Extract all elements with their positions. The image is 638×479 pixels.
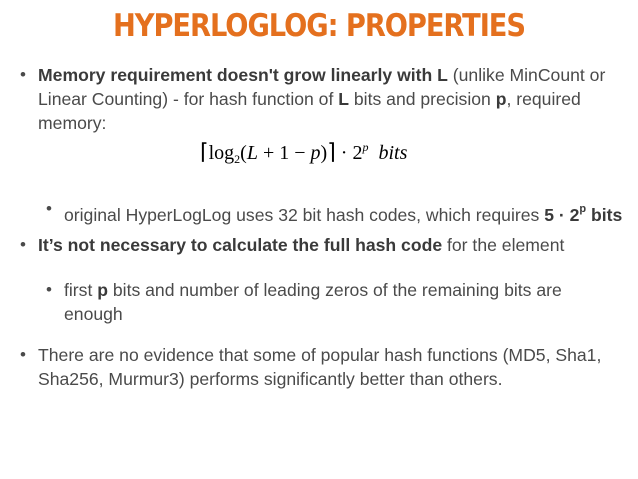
bullet-bold-p: p — [97, 280, 108, 300]
bullet-bold-p: p — [495, 89, 507, 109]
bullet-full-hash — [20, 233, 628, 257]
formula-plus-one: + 1 − — [257, 142, 311, 164]
bullet-bold-formula: 5 · 2 — [544, 205, 580, 225]
bullet-bold-L: L — [338, 89, 349, 109]
bullet-dot: • — [20, 65, 26, 84]
page-title: HYPERLOGLOG: PROPERTIES — [113, 8, 525, 44]
bullet-text: for the element — [442, 235, 565, 255]
ceil-left: ⌈ — [200, 139, 209, 164]
bullet-bold-text: Memory requirement doesn't grow linearly with L — [38, 65, 448, 85]
bullet-dot: • — [20, 345, 26, 364]
paren-open: ( — [240, 142, 247, 164]
paren-close: ) — [320, 142, 328, 164]
bullet-memory-requirement — [20, 63, 628, 135]
formula-unit: bits — [378, 142, 408, 164]
formula-p: p — [310, 142, 321, 164]
bullet-dot: • — [46, 280, 52, 299]
bullet-text: bits and precision — [349, 89, 496, 109]
ceil-right: ⌉ — [327, 139, 336, 164]
bullet-text: original HyperLogLog uses 32 bit hash codes, which requires — [64, 205, 545, 225]
bullet-bold-text: It’s not necessary to calculate the full hash code — [38, 235, 443, 255]
formula-log: log — [208, 142, 235, 164]
bullet-text: bits and number of leading zeros of the remaining bits are enough — [64, 280, 562, 324]
bullet-exp: p — [579, 203, 587, 215]
bullet-text: , required memory: — [38, 89, 581, 133]
sub-bullet-original-hll — [46, 197, 634, 227]
formula-L: L — [246, 142, 258, 164]
bullet-dot: • — [46, 199, 52, 218]
bullet-text: There are no evidence that some of popular hash functions (MD5, Sha1, Sha256, Murmur3) performs significantly better than others. — [38, 345, 602, 389]
bullet-bold-bits: bits — [586, 205, 623, 225]
memory-formula — [200, 139, 407, 167]
formula-base: 2 — [234, 152, 241, 166]
formula-exp: p — [362, 140, 369, 154]
bullet-text: first — [64, 280, 98, 300]
bullet-hash-functions — [20, 343, 628, 391]
formula-dot-two: · 2 — [335, 142, 363, 164]
bullet-text: (unlike MinCount or Linear Counting) - for hash function of — [38, 65, 606, 109]
sub-bullet-first-p-bits — [46, 278, 604, 326]
bullet-dot: • — [20, 235, 26, 254]
